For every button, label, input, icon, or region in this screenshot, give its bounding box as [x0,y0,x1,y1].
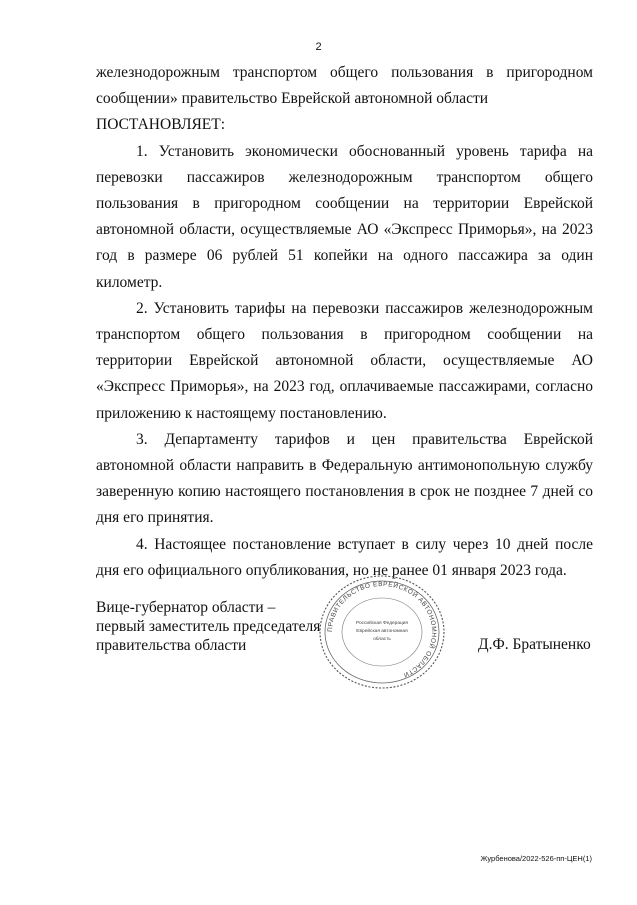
item-4-paragraph: 4. Настоящее постановление вступает в силу через 10 дней после дня его официального опубликования, но не ранее 01 января 2023 года. [96,535,593,579]
item-3-paragraph: 3. Департаменту тарифов и цен правительства Еврейской автономной области направить в Федеральную антимонопольную службу заверенную копию настоящего постановления в срок не позднее 7 дней со дня его принятия. [96,430,593,527]
signatory-name: Д.Ф. Братыненко [478,636,591,653]
intro-paragraph: железнодорожным транспортом общего пользования в пригородном сообщении» правительство Еврейской автономной области [96,64,593,108]
seal-inner-line-3: область [373,637,391,642]
document-body [96,60,593,584]
item-2-paragraph: 2. Установить тарифы на перевозки пассажиров железнодорожным транспортом общего пользования в пригородном сообщении на территории Еврейской автономной области, осуществляемые АО «Экспресс Приморья», на 2023 год, оплачиваемые пассажирами, согласно приложению к настоящему постановлению. [96,299,593,422]
seal-ring-text: ПРАВИТЕЛЬСТВО ЕВРЕЙСКОЙ АВТОНОМНОЙ ОБЛАСТИ [326,580,438,679]
document-footer-reference: Журбенова/2022-526-пп-ЦЕН(1) [480,854,592,863]
resolve-heading: ПОСТАНОВЛЯЕТ: [96,116,226,134]
signatory-title-line-1: Вице-губернатор области – [96,599,276,616]
page-number: 2 [315,41,322,53]
item-1-paragraph: 1. Установить экономически обоснованный уровень тарифа на перевозки пассажиров железнодорожным транспортом общего пользования в пригородном сообщении на территории Еврейской автономной области, осуществляемые АО «Экспресс Приморья», на 2023 год в размере 06 рублей 51 копейки на одного пассажира за один километр. [96,142,593,291]
seal-inner-line-2: Еврейская автономная [356,629,408,634]
seal-inner-line-1: Российская Федерация [355,621,409,626]
signatory-title-line-3: правительства области [96,637,247,654]
signatory-title-line-2: первый заместитель председателя [96,618,321,635]
official-seal [316,572,448,692]
